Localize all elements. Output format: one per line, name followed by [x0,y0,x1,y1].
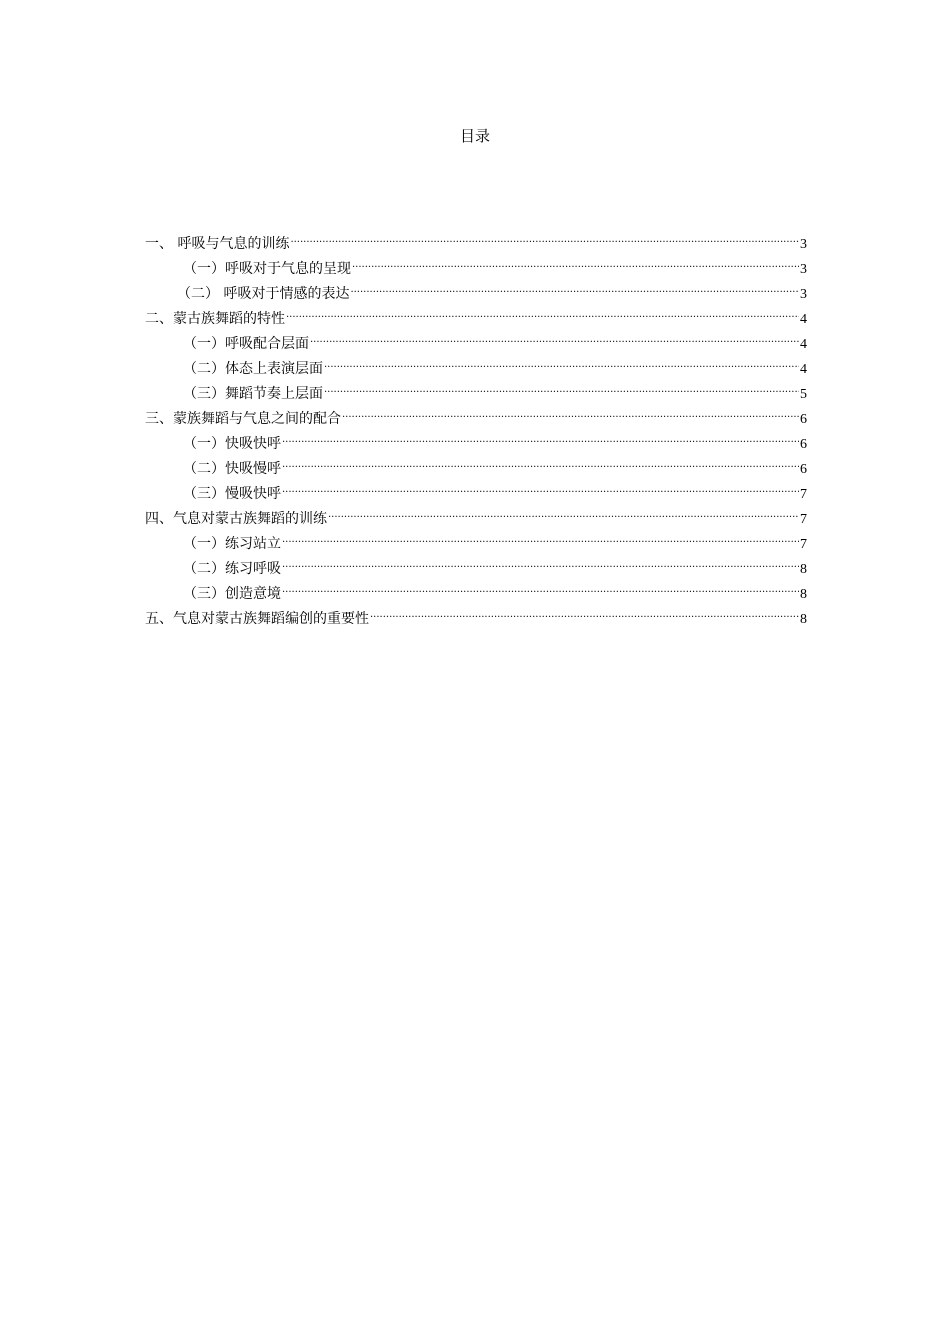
toc-entry-label: （三）慢吸快呼 [183,486,281,502]
toc-leader-dots [324,351,799,373]
toc-entry-page: 7 [800,487,807,502]
toc-entry-page: 7 [800,537,807,552]
toc-entry-label: （三）创造意境 [183,586,281,602]
toc-entry-label: （三）舞蹈节奏上层面 [183,386,323,402]
toc-leader-dots [350,276,799,298]
toc-entry-label: 四、气息对蒙古族舞蹈的训练 [145,511,327,527]
toc-entry-label: 二、蒙古族舞蹈的特性 [145,311,285,327]
toc-entry-label: （二） 呼吸对于情感的表达 [177,286,350,302]
toc-title: 目录 [459,127,490,145]
toc-entry-label: 五、气息对蒙古族舞蹈编创的重要性 [145,611,369,627]
toc-entry-label: （二）体态上表演层面 [183,361,323,377]
toc-leader-dots [310,326,799,348]
toc-entry-page: 5 [800,387,807,402]
toc-entry-page: 6 [800,412,807,427]
toc-leader-dots [282,451,799,473]
toc-entry-page: 4 [800,312,807,327]
toc-entry-label: （一）呼吸配合层面 [183,336,309,352]
toc-leader-dots [282,476,799,498]
toc-leader-dots [324,376,799,398]
toc-entry-page: 4 [800,362,807,377]
toc-entry-label: 三、蒙族舞蹈与气息之间的配合 [145,411,341,427]
toc-leader-dots [328,501,799,523]
toc-leader-dots [370,601,799,623]
toc-entry-page: 8 [800,587,807,602]
toc-leader-dots [282,526,799,548]
toc-entry-page: 8 [800,612,807,627]
toc-leader-dots [352,251,799,273]
toc-entry-label: （二）快吸慢呼 [183,461,281,477]
toc-entry-page: 7 [800,512,807,527]
toc-entry-label: （一）练习站立 [183,536,281,552]
toc-entry-label: 一、 呼吸与气息的训练 [145,236,290,252]
toc-entry-page: 3 [800,262,807,277]
toc-entry-page: 6 [800,437,807,452]
toc-leader-dots [282,426,799,448]
toc-entry-page: 8 [800,562,807,577]
toc-entry-page: 4 [800,337,807,352]
toc-leader-dots [282,576,799,598]
toc-leader-dots [290,226,799,248]
toc-entry-page: 3 [800,287,807,302]
toc-entry-page: 6 [800,462,807,477]
toc-entry-label: （一）快吸快呼 [183,436,281,452]
toc-entry-label: （二）练习呼吸 [183,561,281,577]
toc-entry-label: （一）呼吸对于气息的呈现 [183,261,351,277]
toc-entry[interactable] [145,226,807,251]
toc-leader-dots [286,301,799,323]
toc-leader-dots [282,551,799,573]
table-of-contents [145,226,807,626]
toc-leader-dots [342,401,799,423]
toc-entry-page: 3 [800,237,807,252]
